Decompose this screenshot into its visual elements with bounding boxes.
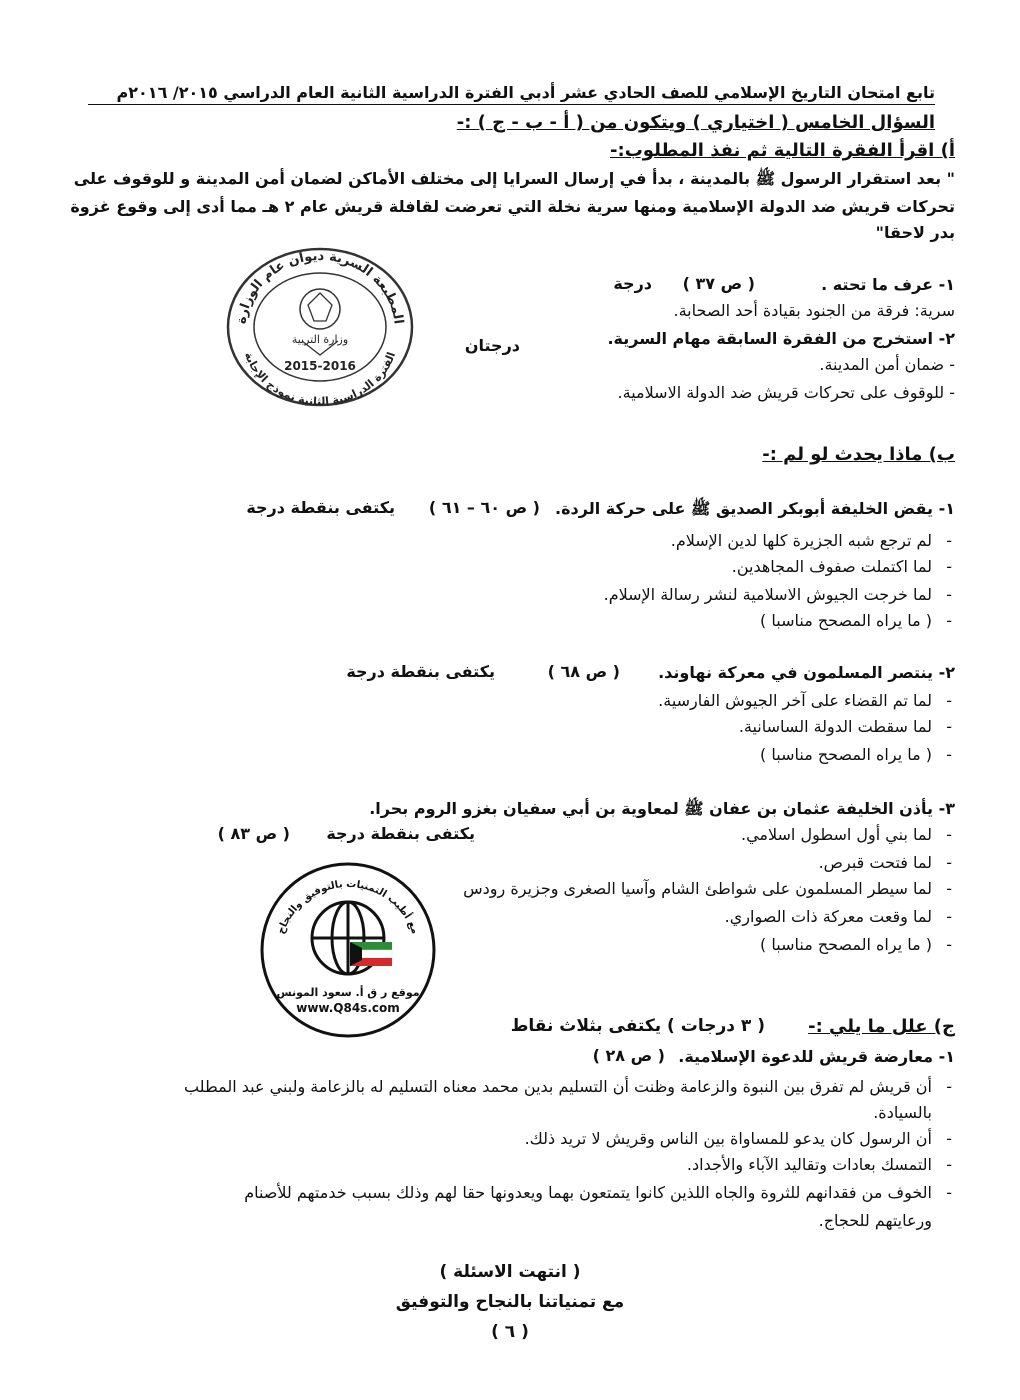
page-number: ( ٦ ) [491,1322,529,1342]
site-logo [258,860,438,1040]
stamp-ring-bottom: الفترة الدراسية الثانية نموذج الإجابة [241,350,399,409]
b-q1-answer-2: - لما اكتملت صفوف المجاهدين. [732,556,932,578]
passage-line-1: " بعد استقرار الرسول ﷺ بالمدينة ، بدأ في إرسال السرايا إلى مختلف الأماكن لضمان أمن المدينة و للوقوف على [73,169,955,188]
a-q2: ٢- استخرج من الفقرة السابقة مهام السرية. [607,329,955,348]
stamp-ring-top: المطبعة السرية ديوان عام الوزارة [234,248,406,325]
c-answer-1-cont: بالسيادة. [873,1103,932,1122]
question-5-title: السؤال الخامس ( اختياري ) ويتكون من ( أ - ب - ج ) :- [456,112,935,133]
b-q2-answer-1: - لما تم القضاء على آخر الجيوش الفارسية. [658,690,932,712]
b-q3: ٣- يأذن الخليفة عثمان بن عفان ﷺ لمعاوية بن أبي سفيان بغزو الروم بحرا. [369,799,955,818]
b-q1-answer-1: - لم ترجع شبه الجزيرة كلها لدين الإسلام. [671,530,932,552]
a-q2-answer-1: - ضمان أمن المدينة. [819,355,955,374]
b-q3-grade: يكتفى بنقطة درجة [326,824,475,843]
stamp-year: 2015-2016 [284,359,356,373]
b-q3-answer-5: - ( ما يراه المصحح مناسبا ) [760,934,932,956]
b-q1-answer-4: - ( ما يراه المصحح مناسبا ) [760,610,932,632]
b-q3-answer-1: - لما بني أول اسطول اسلامي. [741,824,932,846]
b-q1-answer-3: - لما خرجت الجيوش الاسلامية لنشر رسالة الإسلام. [604,584,932,606]
b-q3-answer-4: - لما وقعت معركة ذات الصواري. [725,906,932,928]
emblem-icon [300,289,340,329]
c-q1: ١- معارضة قريش للدعوة الإسلامية. [678,1047,955,1066]
c-answer-2: - أن الرسول كان يدعو للمساواة بين الناس وقريش لا تريد ذلك. [525,1128,932,1150]
part-b-title: ب) ماذا يحدث لو لم :- [762,444,955,465]
b-q1-ref: ( ص ٦٠ – ٦١ ) [428,498,540,517]
site-logo-ring: مع أطيب التمنيات بالتوفيق والنجاح [275,878,421,936]
header-rule [88,104,935,105]
a-q1: ١- عرف ما تحته . [821,275,955,294]
a-q1-ref: ( ص ٣٧ ) [682,274,755,293]
c-answer-4-cont: ورعايتهم للحجاج. [818,1211,932,1230]
b-q1: ١- يقض الخليفة أبوبكر الصديق ﷺ على حركة الردة. [555,499,955,518]
a-q2-grade: درجتان [464,336,520,355]
c-answer-1: - أن قريش لم تفرق بين النبوة والزعامة وظنت أن التسليم بدين محمد معناه التسليم له بالزعامة ولبني عبد المطلب [184,1076,932,1098]
svg-text:المطبعة السرية ديوان عام الوزا [234,249,405,325]
c-q1-ref: ( ص ٢٨ ) [592,1046,665,1065]
stamp-ministry: وزارة التربية [291,333,349,346]
b-q1-grade: يكتفى بنقطة درجة [246,498,395,517]
exam-header: تابع امتحان التاريخ الإسلامي للصف الحادي عشر أدبي الفترة الدراسية الثانية العام الدراسي ٢٠١٥/ ٢٠١٦م [116,83,935,102]
b-q3-answer-2: - لما فتحت قبرص. [819,852,932,874]
part-c-grade: ( ٣ درجات ) يكتفى بثلاث نقاط [510,1016,765,1036]
b-q2-answer-2: - لما سقطت الدولة الساسانية. [739,716,932,738]
a-q1-answer: سرية: فرقة من الجنود بقيادة أحد الصحابة. [673,301,955,320]
end-of-questions: ( انتهت الاسئلة ) [439,1262,581,1282]
site-logo-url: www.Q84s.com [296,1001,400,1015]
part-a-title: أ) اقرأ الفقرة التالية ثم نفذ المطلوب:- [610,140,955,161]
passage-line-2: تحركات قريش ضد الدولة الإسلامية ومنها سرية نخلة التي تعرضت لقافلة قريش عام ٢ هـ مما أدى إلى وقوع غزوة [70,197,955,216]
part-c-title: ج) علل ما يلي :- [808,1016,955,1037]
b-q3-answer-3: - لما سيطر المسلمون على شواطئ الشام وآسيا الصغرى وجزيرة رودس [463,878,932,900]
c-answer-3: - التمسك بعادات وتقاليد الآباء والأجداد. [687,1154,932,1176]
ministry-stamp [220,245,420,410]
kuwait-flag-icon [350,942,392,966]
b-q3-ref: ( ص ٨٣ ) [217,824,290,843]
closing-wish: مع تمنياتنا بالنجاح والتوفيق [395,1292,625,1312]
a-q1-grade: درجة [613,274,652,293]
b-q2-grade: يكتفى بنقطة درجة [346,662,495,681]
b-q2-ref: ( ص ٦٨ ) [547,662,620,681]
b-q2: ٢- ينتصر المسلمون في معركة نهاوند. [658,663,955,682]
b-q2-answer-3: - ( ما يراه المصحح مناسبا ) [760,744,932,766]
site-logo-name: موقع ر ق أ. سعود المونس [276,986,420,999]
passage-line-3: بدر لاحقا" [875,223,955,242]
c-answer-4: - الخوف من فقدانهم للثروة والجاه اللذين كانوا يتمتعون بهما ويعدونها حقا لهم وذلك بسبب خدمتهم للأصنام [244,1182,932,1204]
a-q2-answer-2: - للوقوف على تحركات قريش ضد الدولة الاسلامية. [617,383,955,402]
